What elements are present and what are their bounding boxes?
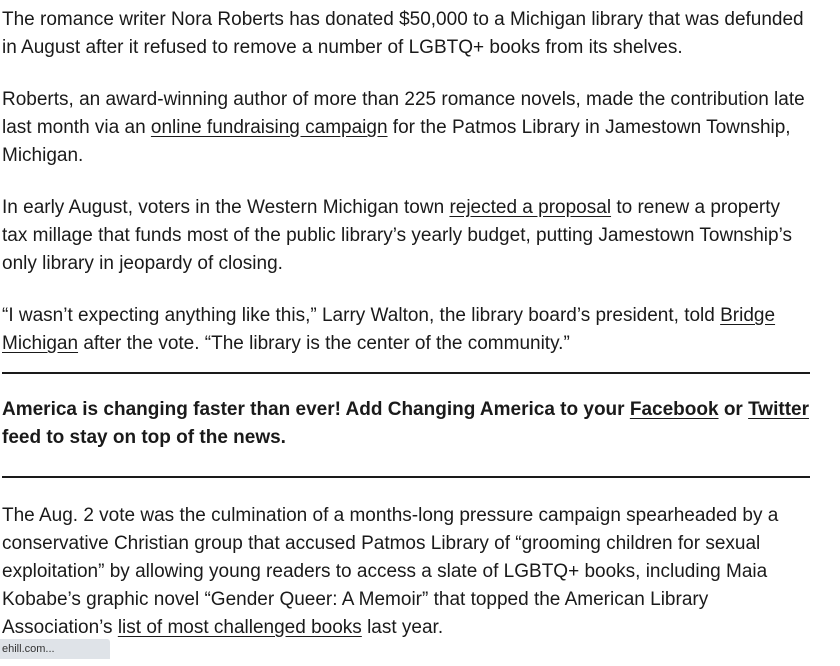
promo-divider-top — [2, 372, 810, 374]
paragraph-4-text-after: after the vote. “The library is the center of the community.” — [78, 333, 570, 354]
promo-text-after: feed to stay on top of the news. — [2, 427, 286, 448]
paragraph-2-text-after: for the Patmos Library in Jamestown Township, Michigan. — [2, 117, 791, 166]
rejected-proposal-link[interactable]: rejected a proposal — [449, 197, 612, 218]
paragraph-3 — [2, 194, 810, 278]
paragraph-5 — [2, 502, 810, 642]
article-body — [2, 6, 810, 666]
paragraph-5-text-after: last year. — [361, 617, 444, 638]
promo-banner — [2, 396, 810, 452]
paragraph-2 — [2, 86, 810, 170]
paragraph-5-text-before: The Aug. 2 vote was the culmination of a months-long pressure campaign spearheaded by a conservative Christian group that accused Patmos Library of “grooming children for sexual exploitation” by allowing young readers to access a slate of LGBTQ+ books, including Maia Kobabe’s graphic novel “Gender Queer: A Memoir” that topped the American Library Association’s — [2, 505, 779, 638]
bridge-michigan-link[interactable]: Bridge Michigan — [2, 305, 776, 354]
facebook-link[interactable]: Facebook — [629, 399, 719, 420]
fundraising-campaign-link[interactable]: online fundraising campaign — [150, 117, 388, 138]
paragraph-3-text-after: to renew a property tax millage that funds most of the public library’s yearly budget, putting Jamestown Township’s only library in jeopardy of closing. — [2, 197, 792, 274]
paragraph-4-text-before: “I wasn’t expecting anything like this,” Larry Walton, the library board’s president, told — [2, 305, 721, 326]
promo-text-before: America is changing faster than ever! Add Changing America to your — [2, 399, 630, 420]
twitter-link[interactable]: Twitter — [748, 399, 809, 420]
status-url: ehill.com... — [2, 643, 55, 655]
paragraph-1 — [2, 6, 810, 62]
most-challenged-books-link[interactable]: list of most challenged books — [117, 617, 362, 638]
paragraph-2-text-before: Roberts, an award-winning author of more than 225 romance novels, made the contribution late last month via an — [2, 89, 805, 138]
paragraph-4 — [2, 302, 810, 358]
paragraph-1-text: The romance writer Nora Roberts has donated $50,000 to a Michigan library that was defunded in August after it refused to remove a number of LGBTQ+ books from its shelves. — [2, 9, 804, 58]
promo-divider-bottom — [2, 476, 810, 478]
promo-text-middle: or — [718, 399, 749, 420]
paragraph-3-text-before: In early August, voters in the Western Michigan town — [2, 197, 450, 218]
browser-status-bar — [0, 639, 110, 659]
